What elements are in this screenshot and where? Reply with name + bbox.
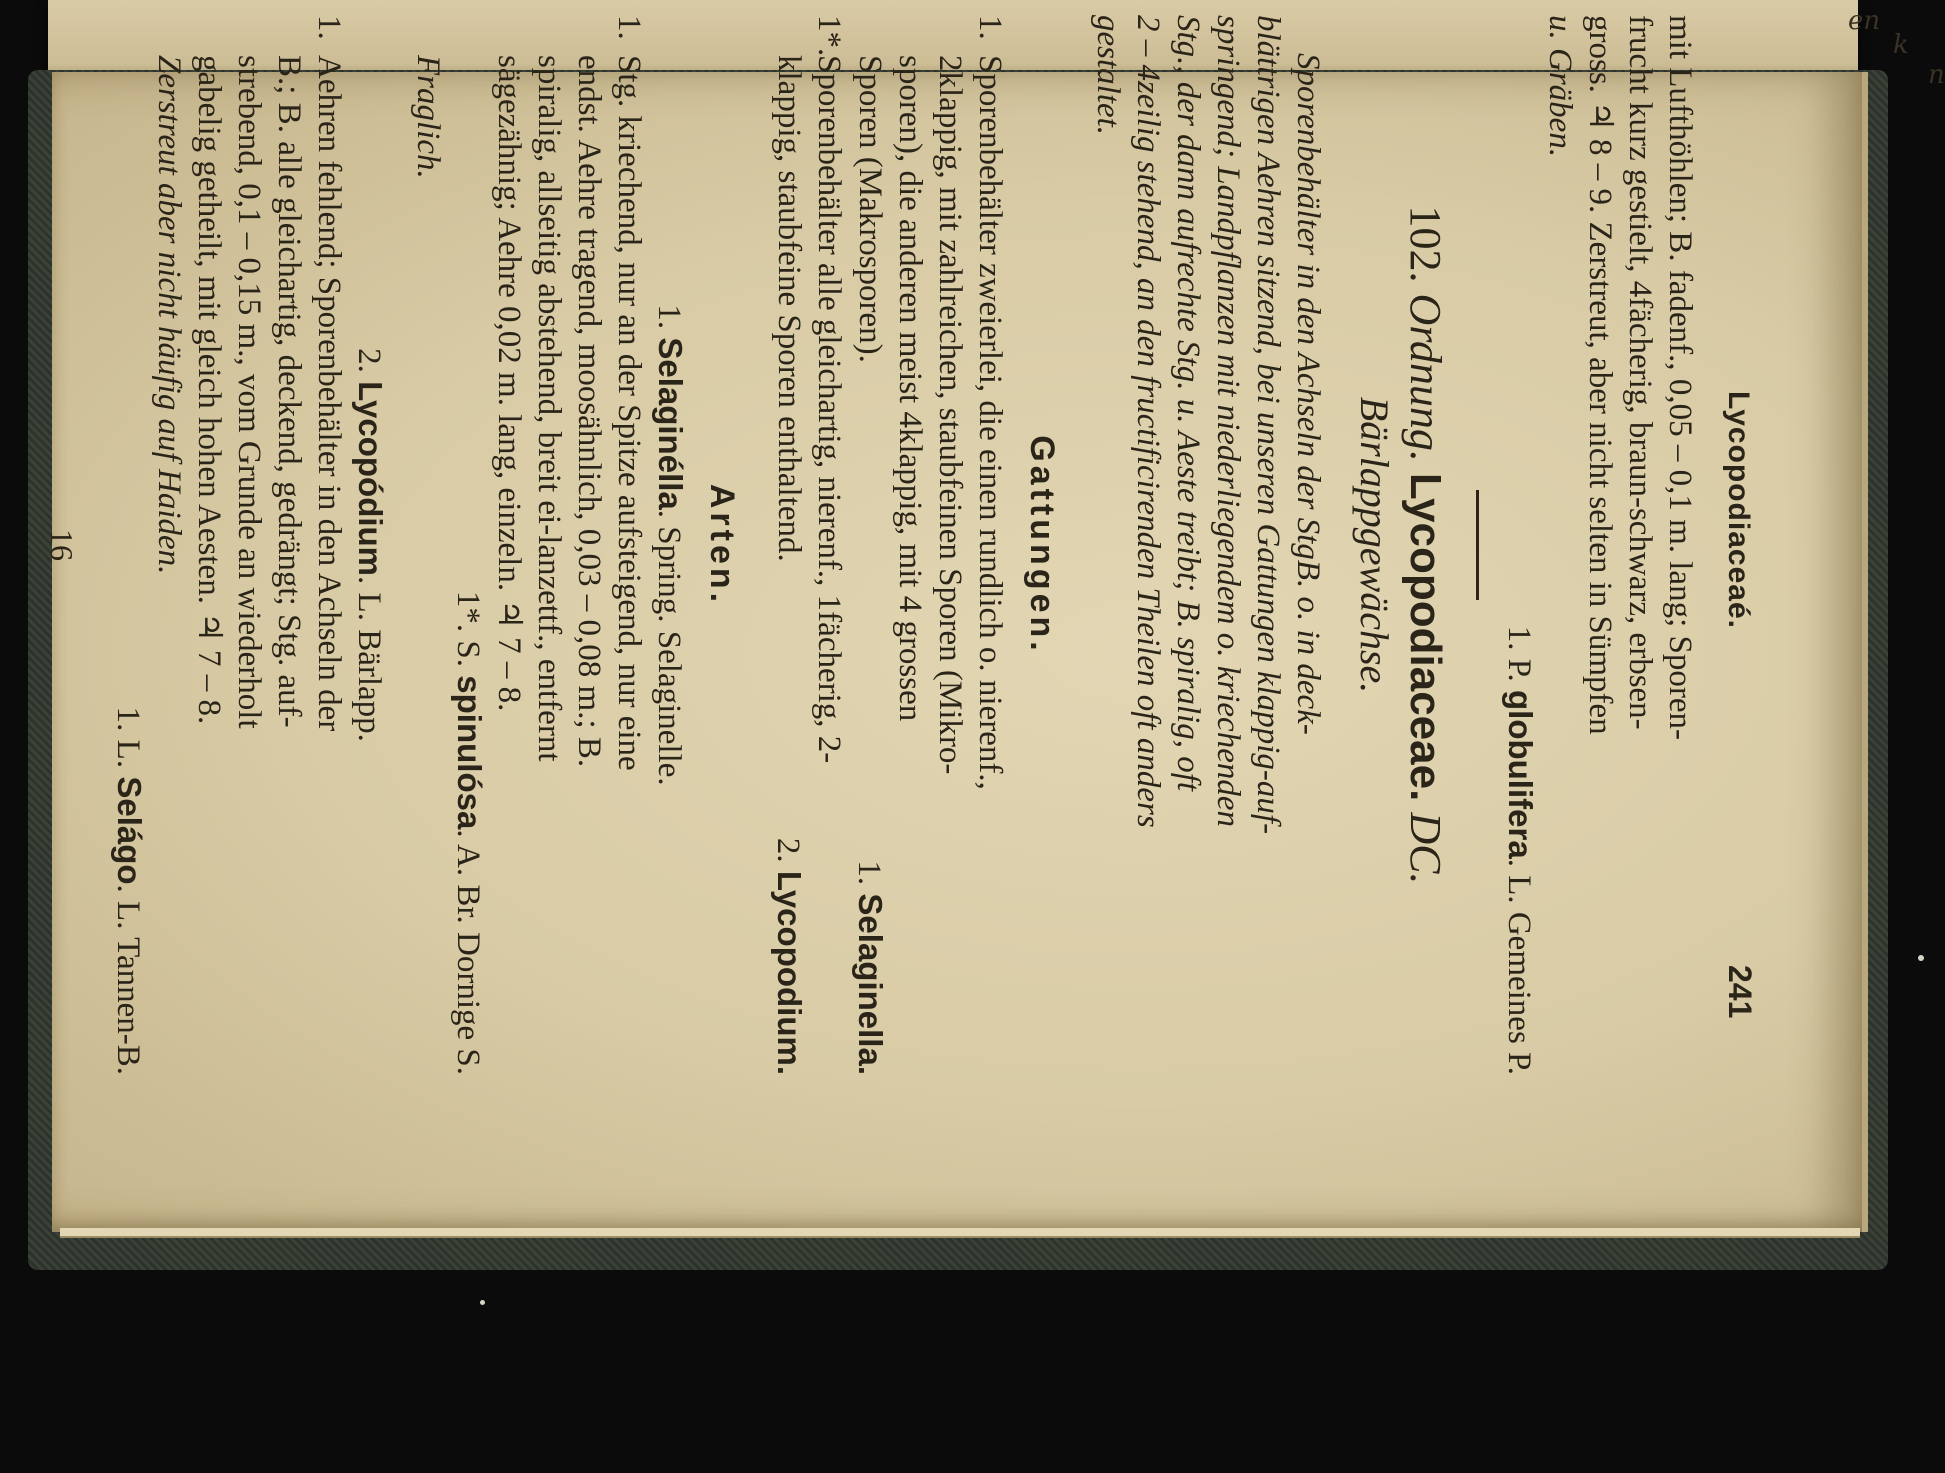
text-line: gross. ♃ 8 – 9. Zerstreut, aber nicht selten in Sümpfen	[1582, 15, 1618, 735]
text-line: u. Gräben.	[1542, 15, 1578, 158]
previous-page-letter: k	[1893, 30, 1909, 60]
dust-speck	[480, 1300, 485, 1305]
order-number: 102.	[1401, 205, 1450, 283]
genus-name: Lycopódium	[352, 381, 389, 577]
text-line: spiralig, allseitig abstehend, breit ei-lanzettf., entfernt	[531, 55, 567, 762]
result-number: 1.	[851, 860, 887, 886]
genus-number: 2.	[351, 348, 387, 373]
key-item	[849, 15, 1010, 1075]
result-genus: Selaginella.	[852, 893, 889, 1075]
previous-page-letter: en	[1848, 6, 1881, 36]
text-line: 2 – 4zeilig stehend, an den fructificirenden Theilen oft anders	[1130, 15, 1166, 828]
genus-heading	[349, 0, 390, 1095]
previous-page-letter: n	[1928, 60, 1945, 90]
key-number: 1*.	[811, 15, 847, 57]
text-line: blättrigen Aehren sitzend, bei unseren Gattungen klappig-auf-	[1250, 15, 1286, 835]
genera-key	[768, 15, 1010, 1075]
species-name: globulifera	[1502, 690, 1539, 859]
species-line	[448, 15, 489, 1075]
page-edge	[60, 1228, 1860, 1238]
species-suffix: . L. Gemeines P.	[1501, 858, 1537, 1075]
species-suffix: . L. Tannen-B.	[110, 884, 146, 1075]
text-line: B.; B. alle gleichartig, deckend, gedrängt; Stg. auf-	[271, 55, 307, 728]
key-line-with-result	[768, 15, 809, 1075]
key-item	[768, 15, 849, 1075]
order-description	[1088, 15, 1328, 1075]
text-line: springend; Landpflanzen mit niederliegendem o. kriechenden	[1210, 15, 1246, 827]
text-line: Sporen (Makrosporen).	[852, 55, 888, 363]
species-note: Fraglich.	[410, 55, 446, 179]
species-line	[1499, 15, 1540, 1075]
arten-heading: Arten.	[703, 483, 741, 607]
genus-rest: . Spring. Selaginelle.	[651, 509, 687, 786]
signature-number: 16	[44, 529, 80, 561]
divider-rule	[1476, 490, 1479, 600]
text-line: gestaltet.	[1090, 15, 1126, 136]
text-line: Sporenbehälter alle gleichartig, nierenf., 1fächerig, 2-	[811, 55, 847, 764]
species-note: Zerstreut aber nicht häufig auf Haiden.	[151, 55, 187, 575]
text-line: sägezähnig; Aehre 0,02 m. lang, einzeln. ♃ 7 – 8.	[491, 55, 527, 712]
rotated-page-content	[44, 0, 1760, 1095]
text-line: 2klappig, mit zahlreichen, staubfeinen Sporen (Mikro-	[932, 55, 968, 775]
order-author: DC.	[1401, 812, 1450, 885]
page-number: 241	[1722, 965, 1758, 1019]
order-german-name: Bärlappgewächse.	[1352, 396, 1397, 694]
page-text	[44, 0, 1760, 1095]
text-line: frucht kurz gestielt, 4fächerig, braun-schwarz, erbsen-	[1622, 15, 1658, 730]
entry-number: 1.	[311, 15, 347, 40]
text-line: mit Lufthöhlen; B. fadenf., 0,05 – 0,1 m. lang; Sporen-	[1662, 15, 1698, 740]
text-line: klappig, staubfeine Sporen enthaltend.	[771, 55, 807, 562]
species-name: Selágo	[111, 776, 148, 885]
text-line: endst. Aehre tragend, moosähnlich, 0,03 – 0,08 m.; B.	[571, 55, 607, 768]
top-paragraph	[1499, 15, 1700, 1075]
species-prefix: 1. L.	[110, 706, 146, 777]
key-number: 1.	[972, 15, 1008, 40]
species-entry	[408, 15, 649, 1075]
key-line-with-result	[849, 15, 890, 1075]
species-prefix: 1*. S.	[450, 590, 486, 676]
text-line: Sporenbehälter in den Achseln der StgB. o. in deck-	[1290, 53, 1326, 735]
order-name: Lycopodiaceae.	[1401, 472, 1450, 802]
genus-heading	[649, 0, 690, 1095]
text-line: Aehren fehlend; Sporenbehälter in den Achseln der	[311, 55, 347, 732]
order-label: Ordnung.	[1401, 293, 1450, 462]
text-line: Stg. kriechend, nur an der Spitze aufsteigend, nur eine	[611, 55, 647, 771]
species-prefix: 1. P.	[1501, 625, 1537, 690]
text-line: sporen), die anderen meist 4klappig, mit 4 grossen	[892, 55, 928, 722]
genus-rest: . L. Bärlapp.	[351, 576, 387, 742]
species-name: spinulósa	[451, 675, 488, 830]
text-line: Sporenbehälter zweierlei, die einen rundlich o. nierenf.,	[972, 55, 1008, 790]
dust-speck	[1918, 955, 1924, 961]
genus-name: Selaginélla	[652, 337, 689, 510]
species-entry	[108, 15, 349, 1075]
entry-number: 1.	[611, 15, 647, 40]
genus-number: 1.	[651, 304, 687, 330]
text-line: Stg., der dann aufrechte Stg. u. Aeste treibt; B. spiralig, oft	[1170, 15, 1206, 792]
text-line: strebend, 0,1 – 0,15 m., vom Grunde an wiederholt	[231, 55, 267, 729]
species-suffix: . A. Br. Dornige S.	[450, 829, 486, 1075]
page-header	[1700, 0, 1760, 1095]
order-title	[1398, 0, 1452, 1095]
text-line: gabelig getheilt, mit gleich hohen Aesten. ♃ 7 – 8.	[191, 55, 227, 725]
result-genus: Lycopodium.	[771, 870, 808, 1075]
gattungen-heading: Gattungen.	[1023, 435, 1061, 655]
result-number: 2.	[770, 837, 806, 863]
running-head: Lycopodiaceaé.	[1722, 391, 1755, 629]
species-line	[108, 15, 149, 1075]
